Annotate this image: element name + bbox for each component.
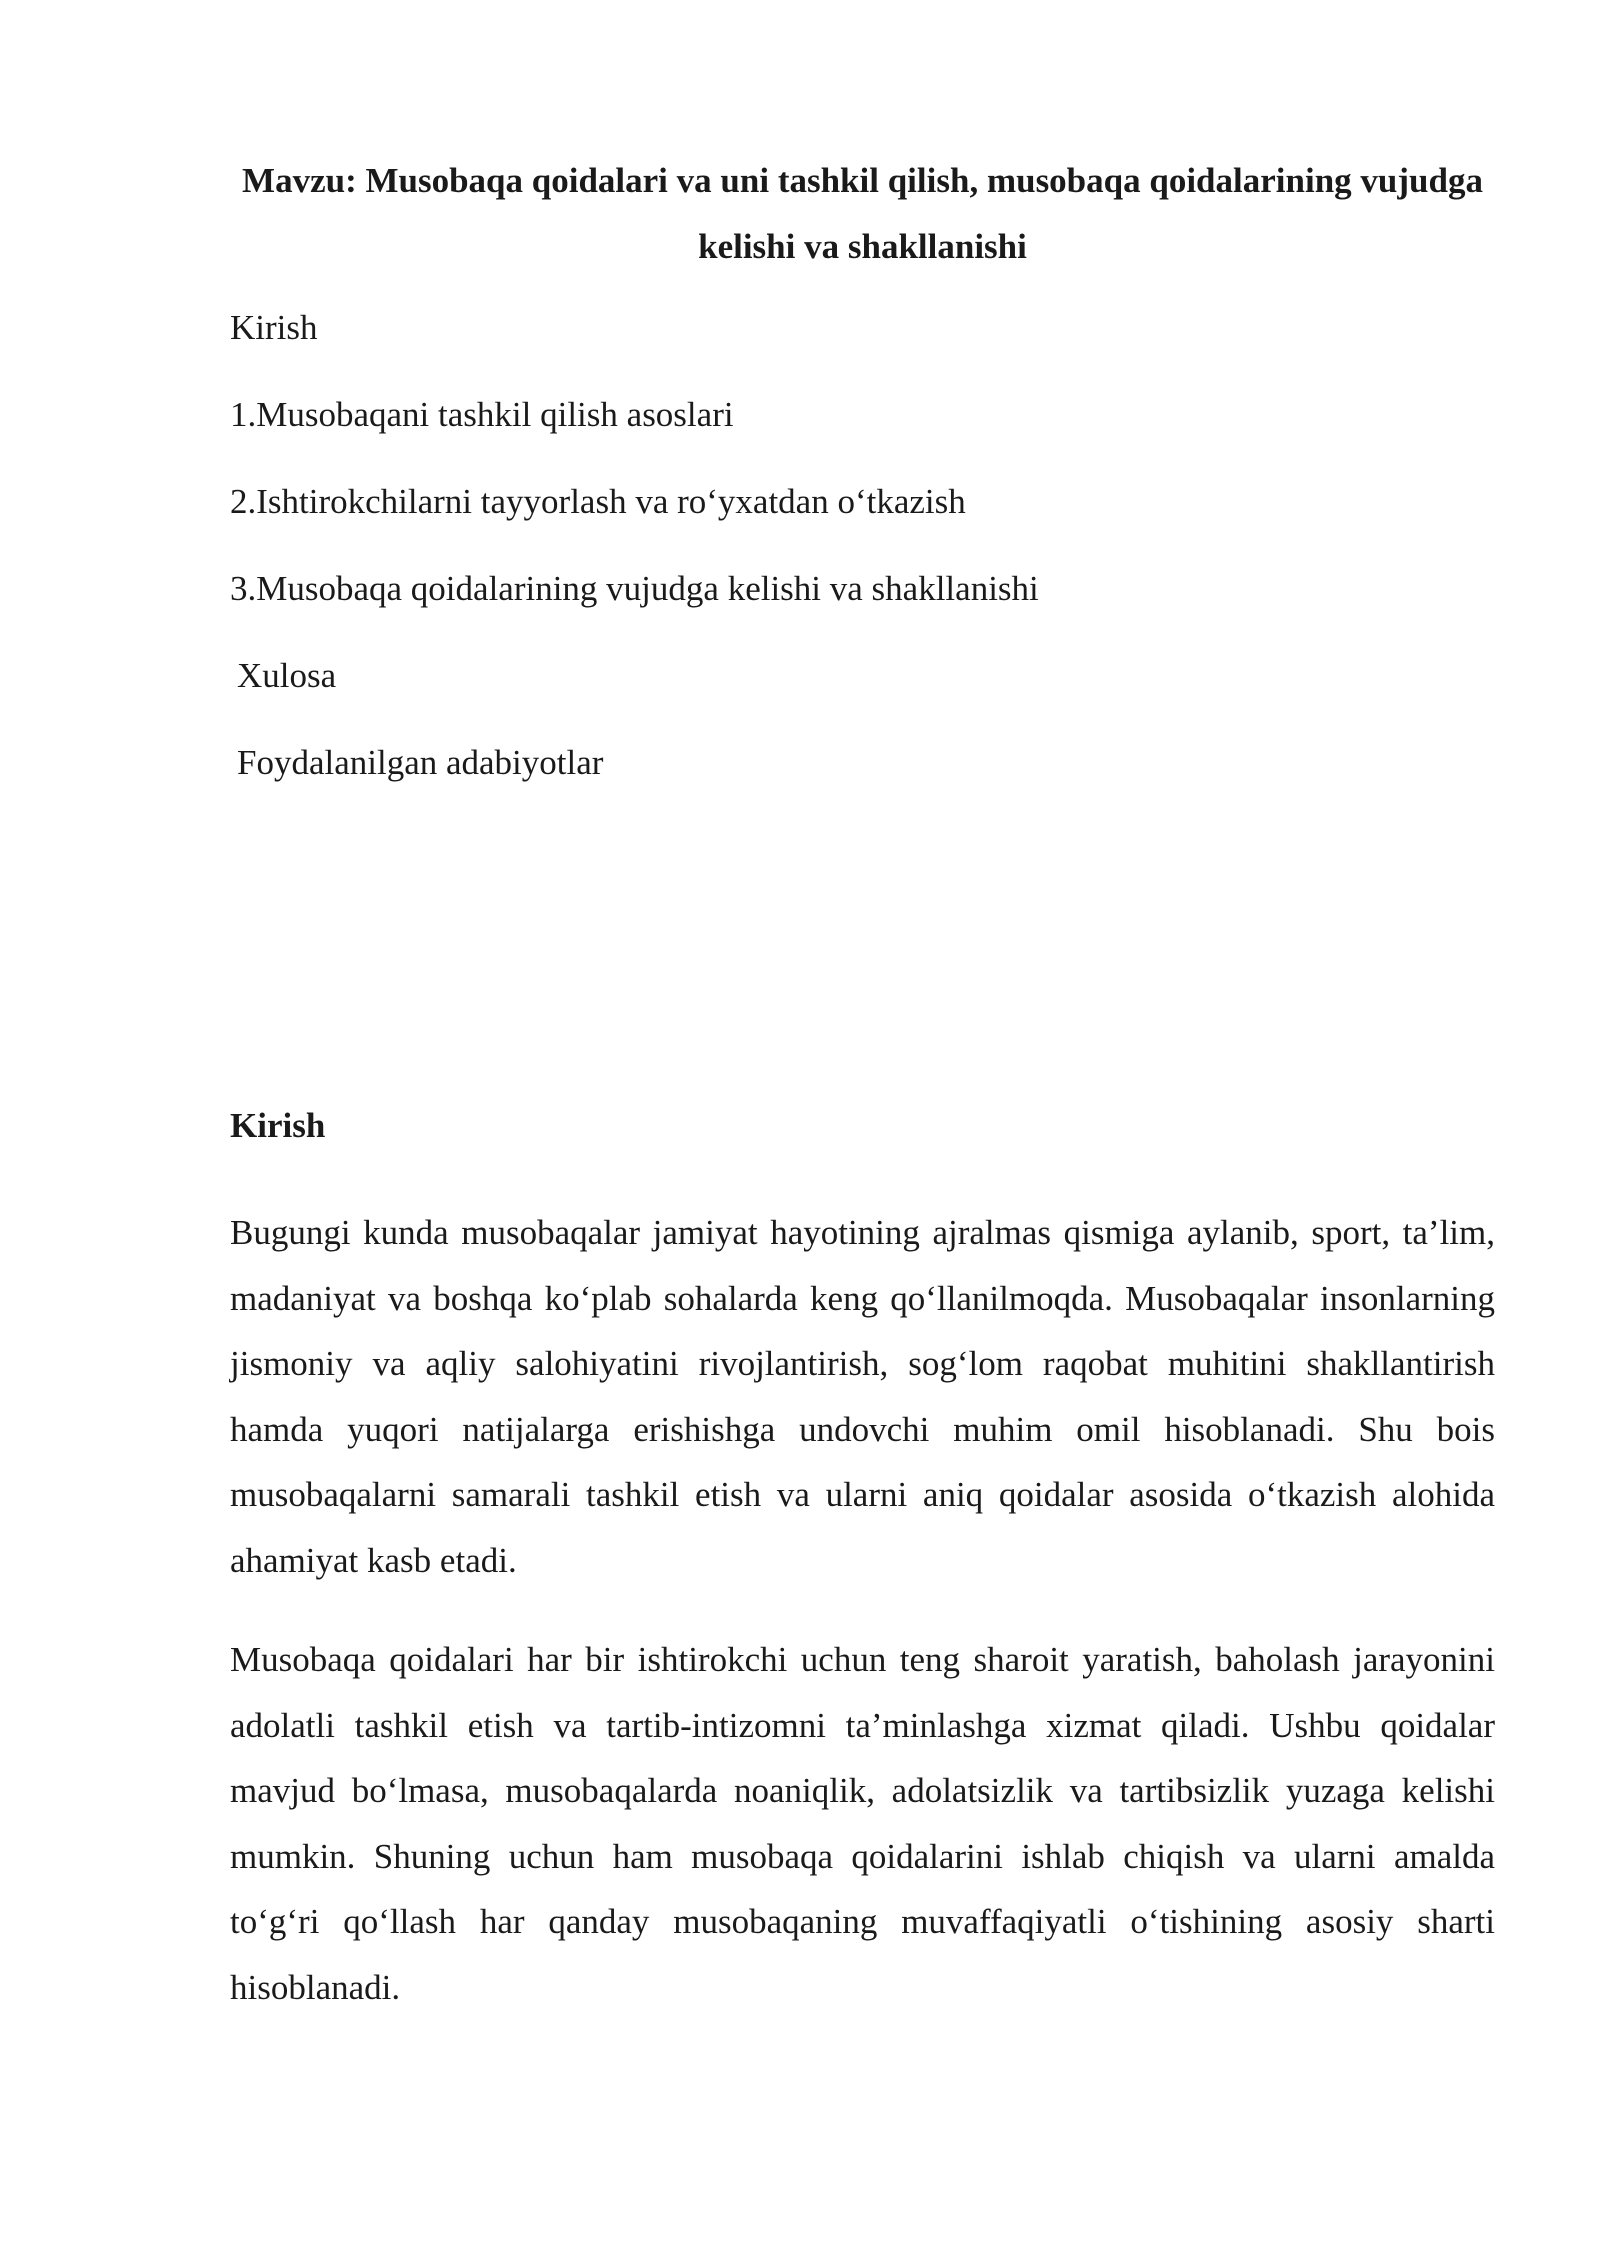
- toc-item-introduction: Kirish: [230, 308, 318, 347]
- table-of-contents: [230, 300, 1495, 822]
- body-paragraph: Bugungi kunda musobaqalar jamiyat hayotining ajralmas qismiga aylanib, sport, ta’lim, madaniyat va boshqa ko‘plab sohalarda keng qo‘llanilmoqda. Musobaqalar insonlarning jismoniy va aqliy salohiyatini rivojlantirish, sog‘lom raqobat muhitini shakllantirish hamda yuqori natijalarga erishishga undovchi muhim omil hisoblanadi. Shu bois musobaqalarni samarali tashkil etish va ularni aniq qoidalar asosida o‘tkazish alohida ahamiyat kasb etadi.: [230, 1213, 1495, 1580]
- document-title: Mavzu: Musobaqa qoidalari va uni tashkil qilish, musobaqa qoidalarining vujudga kelishi va shakllanishi: [242, 161, 1483, 266]
- toc-item-3: 3.Musobaqa qoidalarining vujudga kelishi va shakllanishi: [230, 569, 1039, 608]
- toc-item-2: 2.Ishtirokchilarni tayyorlash va ro‘yxatdan o‘tkazish: [230, 482, 966, 521]
- toc-item-1: 1.Musobaqani tashkil qilish asoslari: [230, 395, 734, 434]
- toc-item-references: Foydalanilgan adabiyotlar: [237, 743, 604, 782]
- section-heading-introduction: Kirish: [230, 1106, 326, 1145]
- body-paragraph: Musobaqa qoidalari har bir ishtirokchi uchun teng sharoit yaratish, baholash jarayonini adolatli tashkil etish va tartib-intizomni ta’minlashga xizmat qiladi. Ushbu qoidalar mavjud bo‘lmasa, musobaqalarda noaniqlik, adolatsizlik va tartibsizlik yuzaga kelishi mumkin. Shuning uchun ham musobaqa qoidalarini ishlab chiqish va ularni amalda to‘g‘ri qo‘llash har qanday musobaqaning muvaffaqiyatli o‘tishining asosiy sharti hisoblanadi.: [230, 1640, 1495, 2007]
- toc-item-conclusion: Xulosa: [237, 656, 337, 695]
